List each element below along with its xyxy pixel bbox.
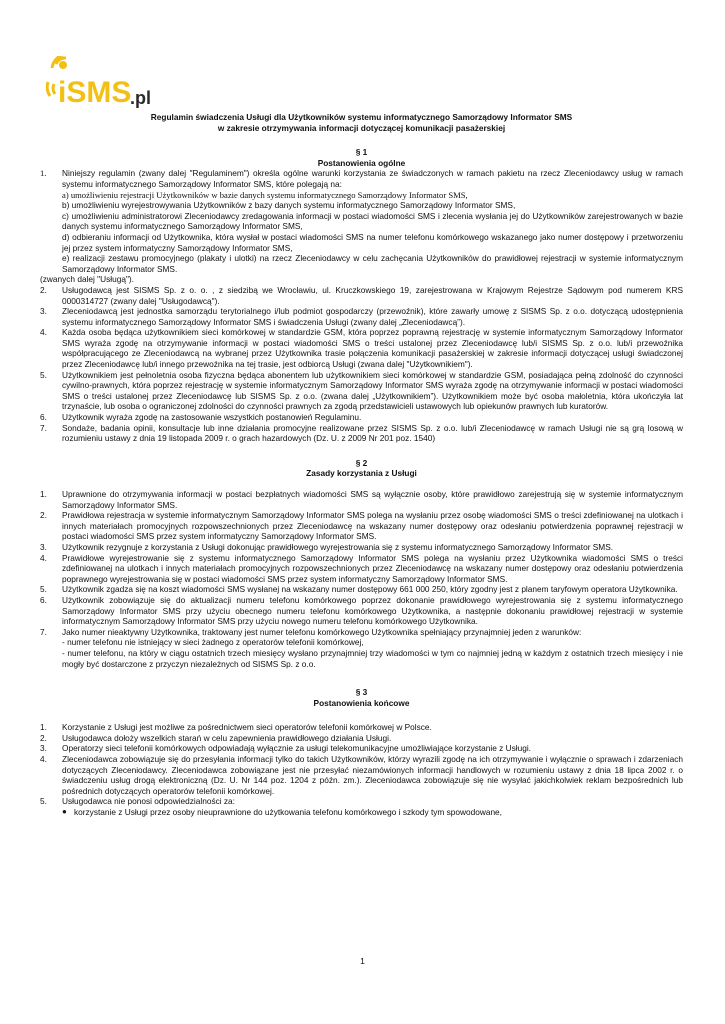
page-number: 1: [360, 956, 365, 966]
list-subitem: d) odbieraniu informacji od Użytkownika, która wysłał w postaci wiadomości SMS na numer telefonu komórkowego wskazanego jako numer dostępowy i przetworzeniu jej przez system informatyczny Samorządowy Informator SMS,: [62, 231, 683, 253]
list-note: (zwanych dalej "Usługą").: [40, 274, 134, 285]
document-title-line1: Regulamin świadczenia Usługi dla Użytkowników systemu informatycznego Samorządowy Informator SMS: [150, 112, 573, 122]
list-subitem: c) umożliwieniu administratorowi Zleceniodawcy zredagowania informacji w postaci wiadomości SMS i zlecenia wysłania jej do Użytkowników zarejestrowanych w bazie danych systemu informatycznego Samorządowy Informator SMS,: [62, 210, 683, 232]
list-item: 1. Korzystanie z Usługi jest możliwe za pośrednictwem sieci operatorów telefonii komórkowej w Polsce.: [40, 722, 432, 733]
list-subitem: b) umożliwieniu wyrejestrowywania Użytkowników z bazy danych systemu informatycznego Samorządowy Informator SMS,: [62, 200, 516, 211]
document-title-line2: w zakresie otrzymywania informacji dotyczącej komunikacji pasażerskiej: [217, 122, 506, 133]
section-3-title: Postanowienia końcowe: [313, 697, 410, 708]
list-item: 2. Usługodawcą jest SISMS Sp. z o. o. , z siedzibą we Wrocławiu, ul. Kruczkowskiego 19, zarejestrowana w Krajowym Rejestrze Sądowym pod numerem KRS 0000314727 (zwany dalej "Usługodawcą").: [40, 284, 683, 306]
list-item: 5. Usługodawca nie ponosi odpowiedzialności za:: [40, 796, 235, 807]
list-item: 4. Prawidłowe wyrejestrowanie się z systemu informatycznego Samorządowy Informator SMS polega na wysłaniu przez Użytkownika wiadomości SMS o treści zdefiniowanej na ulotkach i innych materiałach promocyjnych rozpowszechnionych przez Zleceniodawcę na wskazany numer dostępowy oraz odesłaniu potwierdzenia poprawnego wyrejestrowania się w postaci wiadomości SMS przez system informatyczny Samorządowy Informator SMS.: [40, 552, 683, 584]
list-item: 3. Użytkownik rezygnuje z korzystania z Usługi dokonując prawidłowego wyrejestrowania się z systemu informatycznego Samorządowy Informator SMS.: [40, 541, 614, 552]
list-item: 2. Prawidłowa rejestracja w systemie informatycznym Samorządowy Informator SMS polega na wysłaniu przez osobę wiadomości SMS o treści zdefiniowanej na ulotkach i innych materiałach promocyjnych rozpowszechnionych przez Zleceniodawcę na wskazany numer dostępowy oraz odesłaniu potwierdzenia poprawnej rejestracji w postaci wiadomości SMS przez system informatyczny Samorządowy Informator SMS.: [40, 510, 683, 542]
list-subitem: e) realizacji zestawu promocyjnego (plakaty i ulotki) na rzecz Zleceniodawcy w celu zachęcania Użytkowników do prawidłowej rejestracji w systemie informatycznym Samorządowy Informator SMS.: [62, 253, 683, 274]
list-item: 1. Uprawnione do otrzymywania informacji w postaci bezpłatnych wiadomości SMS są wyłącznie osoby, które prawidłowo zarejestrują się w systemie informatycznym Samorządowy Informator SMS.: [40, 489, 683, 510]
document-body: [40, 112, 683, 818]
list-item: 6. Użytkownik zobowiązuje się do aktualizacji numeru telefonu komórkowego poprzez dokonanie prawidłowego wyrejestrowania się z systemu informatycznego Samorządowy Informator SMS przy użyciu obecnego numeru telefonu komórkowego Użytkownika, a następnie dokonaniu prawidłowej rejestracji w systemie informatycznym Samorządowy Informator SMS przy użyciu nowego numeru telefonu komórkowego Użytkownika.: [40, 594, 683, 627]
logo-text: iSMS: [58, 76, 132, 109]
logo-suffix: .pl: [130, 88, 151, 108]
list-item: 4. Zleceniodawca zobowiązuje się do przesyłania informacji tylko do takich Użytkowników, którzy wyrazili zgodę na ich otrzymywanie i wyłącznie o sprawach i zdarzeniach dotyczących Zleceniodawcy. Zleceniodawca zobowiązane jest nie przesyłać niezamówionych informacji handlowych w rozumieniu ustawy z dnia 18 lipca 2002 r. o świadczeniu usług drogą elektroniczną (Dz. U. Nr 144 poz. 1204 z późn. zm.). Zleceniodawca zobowiązuje się nie wysyłać jakichkolwiek reklam bezpośrednich lub pośrednich dotyczących operatorów telefonii komórkowej.: [40, 754, 683, 796]
list-item: 5. Użytkownik zgadza się na koszt wiadomości SMS wysłanej na wskazany numer dostępowy 661 000 250, który zgodny jest z planem taryfowym operatora Użytkownika.: [40, 584, 678, 595]
list-item: 7. Sondaże, badania opinii, konsultacje lub inne działania promocyjne realizowane przez SISMS Sp. z o.o. lub/i Zleceniodawcę w ramach Usługi nie są grą losową w rozumieniu ustawy z dnia 19 listopada 2009 r. o grach hazardowych (Dz. U. z 2009 Nr 201 poz. 1540): [40, 422, 683, 444]
list-item: 4. Każda osoba będąca użytkownikiem sieci komórkowej w standardzie GSM, która poprzez poprawną rejestrację w systemie informatycznym Samorządowy Informator SMS wyraża zgodę na otrzymywanie informacji w postaci wiadomości SMS o treści ustalonej przez Zleceniodawcę lub/i SISMS Sp. z o.o. lub/i przewoźnika współpracującego ze Zleceniodawcą na wybranej przez Użytkownika trasie połączenia komunikacji pasażerskiej w zakresie informacji dotyczącej usługi świadczonej przez Zleceniodawcę lub/i innego przewoźnika na tej trasie, jest odbiorcą Usługi (zwana dalej "Użytkownikiem").: [40, 327, 683, 370]
section-1-title: Postanowienia ogólne: [317, 157, 406, 168]
list-item: 1. Niniejszy regulamin (zwany dalej "Regulaminem") określa ogólne warunki korzystania ze świadczonych w ramach pakietu na rzecz Zleceniodawcy usług w ramach systemu informatycznego Samorządowy Informator SMS, które polegają na:: [40, 168, 683, 189]
list-subitem: - numer telefonu nie istniejący w sieci żadnego z operatorów telefonii komórkowej,: [62, 637, 364, 648]
bullet-item: ● korzystanie z Usługi przez osoby nieuprawnione do użytkowania telefonu komórkowego i szkody tym spowodowane,: [62, 807, 502, 818]
list-item: 6. Użytkownik wyraża zgodę na zastosowanie wszystkich postanowień Regulaminu.: [40, 412, 362, 423]
section-2-title: Zasady korzystania z Usługi: [306, 468, 417, 479]
list-item: 3. Operatorzy sieci telefonii komórkowych odpowiadają wyłącznie za usługi telekomunikacyjne umożliwiające korzystanie z Usługi.: [40, 743, 531, 754]
section-3-number: § 3: [355, 687, 368, 698]
section-2-number: § 2: [355, 457, 368, 468]
list-item: 2. Usługodawca dołoży wszelkich starań w celu zapewnienia prawidłowego działania Usługi.: [40, 732, 392, 743]
bullet-icon: ●: [62, 807, 67, 817]
isms-logo: [46, 56, 156, 114]
section-1-number: § 1: [355, 147, 368, 158]
list-subitem: a) umożliwieniu rejestracji Użytkowników w bazie danych systemu informatycznego Samorządowy Informator SMS,: [62, 189, 468, 200]
list-subitem: - numer telefonu, na który w ciągu ostatnich trzech miesięcy wysłano przynajmniej trzy wiadomości w tym co najmniej jedną w każdym z ostatnich trzech miesięcy i nie mogły być dostarczone z przyczyn niezależnych od SISMS Sp. z o.o.: [62, 647, 683, 669]
list-item: 5. Użytkownikiem jest pełnoletnia osoba fizyczna będąca abonentem lub użytkownikiem sieci komórkowej w standardzie GSM, posiadająca pełną zdolność do czynności cywilno-prawnych, która poprzez rejestrację w systemie informatycznym Samorządowy Informator SMS wyraża zgodę na otrzymywanie informacji w postaci wiadomości SMS o treści ustalonej przez Zleceniodawcę lub SISMS Sp. z o.o. (zwana dalej „Użytkownikiem”). Użytkownikiem może być osoba małoletnia, która ukończyła lat trzynaście, lub osoba o ograniczonej zdolności do czynności prawnych za zgodą przedstawicieli ustawowych lub opiekunów prawnych lub kuratorów.: [40, 369, 683, 412]
list-item: 7. Jako numer nieaktywny Użytkownika, traktowany jest numer telefonu komórkowego Użytkownika spełniający przynajmniej jeden z warunków:: [40, 626, 582, 637]
list-item: 3. Zleceniodawcą jest jednostka samorządu terytorialnego i/lub podmiot gospodarczy (przewoźnik), które zawarły umowę z SISMS Sp. z o.o. dotyczącą udostępnienia systemu informatycznego Samorządowy Informator SMS i świadczenia Usługi (zwany dalej „Zleceniodawcą”).: [40, 306, 683, 327]
isms-logo-graphic: [46, 56, 156, 114]
